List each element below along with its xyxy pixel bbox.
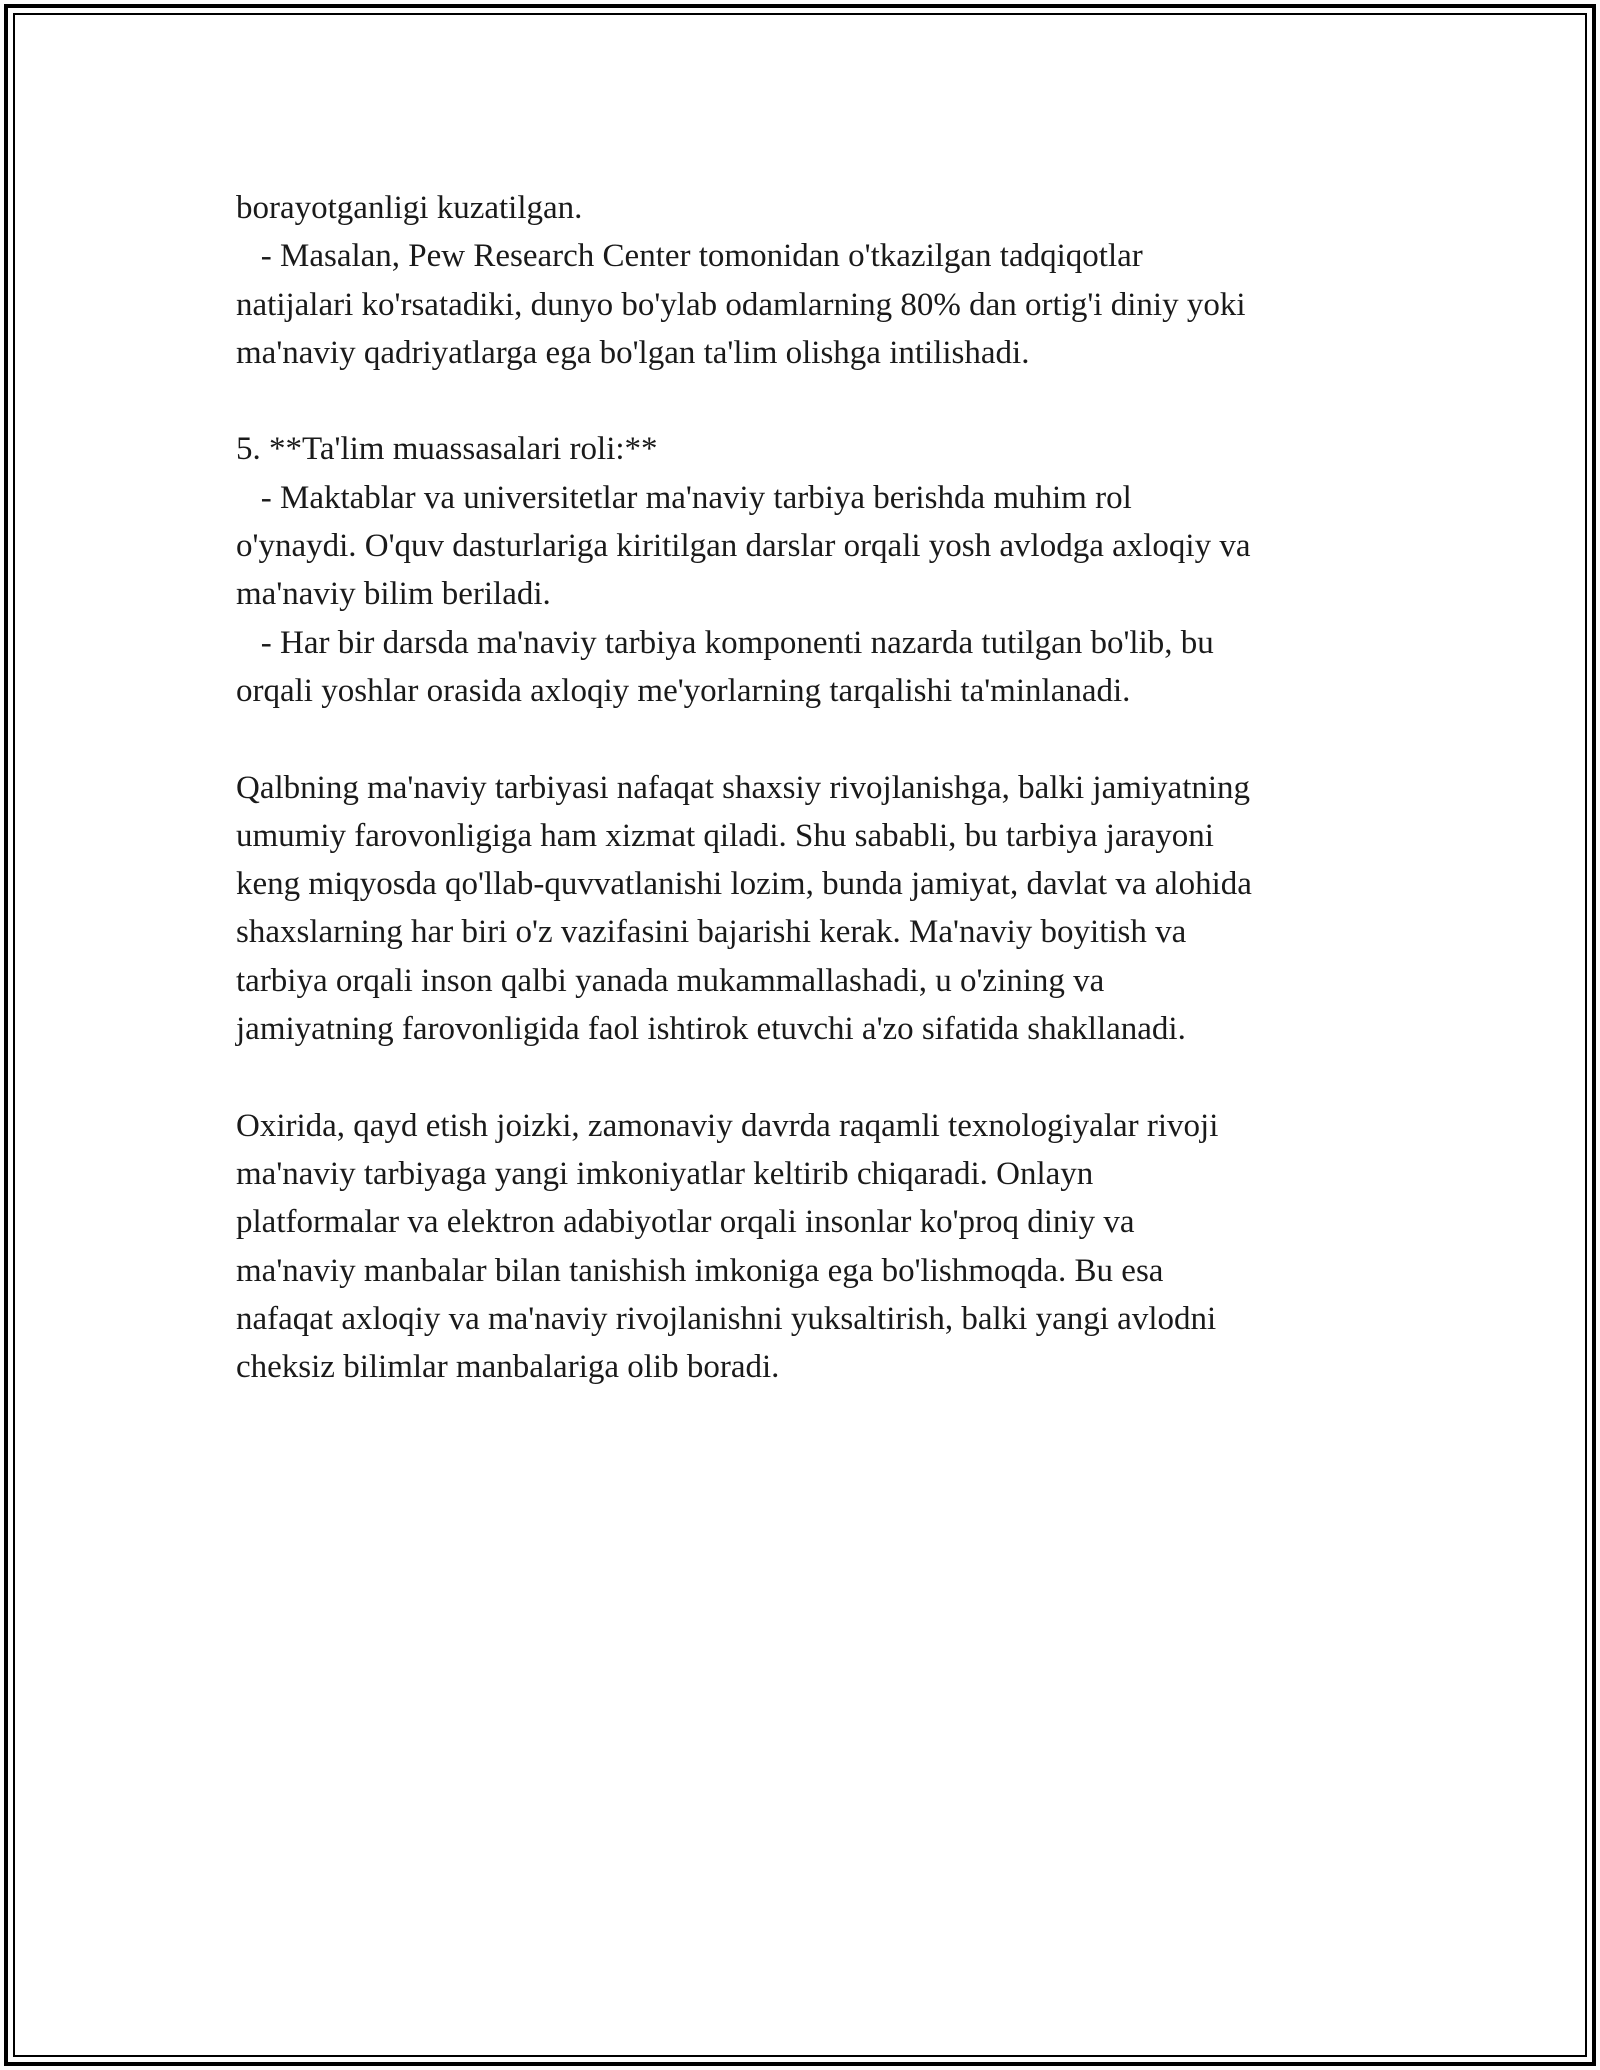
text-line: ma'naviy bilim beriladi. [236,576,551,613]
text-line: nafaqat axloqiy va ma'naviy rivojlanishni yuksaltirish, balki yangi avlodni [236,1300,1217,1337]
text-line: Qalbning ma'naviy tarbiyasi nafaqat shaxsiy rivojlanishga, balki jamiyatning [236,769,1251,806]
text-line: ma'naviy qadriyatlarga ega bo'lgan ta'lim olishga intilishadi. [236,334,1030,371]
text-line: - Har bir darsda ma'naviy tarbiya komponenti nazarda tutilgan bo'lib, bu [236,624,1214,661]
paragraph-spacer [236,377,1376,425]
section-heading: 5. **Ta'lim muassasalari roli:** [236,431,658,468]
text-line: orqali yoshlar orasida axloqiy me'yorlarning tarqalishi ta'minlanadi. [236,672,1131,709]
text-line: - Masalan, Pew Research Center tomonidan o'tkazilgan tadqiqotlar [236,238,1143,275]
text-line: natijalari ko'rsatadiki, dunyo bo'ylab odamlarning 80% dan ortig'i diniy yoki [236,286,1246,323]
paragraph-education-institutions [236,425,1376,715]
paragraph-conclusion [236,1102,1376,1392]
text-line: jamiyatning farovonligida faol ishtirok etuvchi a'zo sifatida shakllanadi. [236,1011,1186,1048]
text-line: cheksiz bilimlar manbalariga olib boradi. [236,1349,780,1386]
document-body [236,184,1376,1391]
text-line: o'ynaydi. O'quv dasturlariga kiritilgan darslar orqali yosh avlodga axloqiy va [236,528,1251,565]
paragraph-spacer [236,1053,1376,1101]
text-line: Oxirida, qayd etish joizki, zamonaviy davrda raqamli texnologiyalar rivoji [236,1107,1219,1144]
text-line: ma'naviy manbalar bilan tanishish imkoniga ega bo'lishmoqda. Bu esa [236,1252,1164,1289]
text-line: ma'naviy tarbiyaga yangi imkoniyatlar keltirib chiqaradi. Onlayn [236,1155,1094,1192]
paragraph-spiritual-upbringing [236,764,1376,1054]
text-line: keng miqyosda qo'llab-quvvatlanishi lozim, bunda jamiyat, davlat va alohida [236,866,1252,903]
text-line: borayotganligi kuzatilgan. [236,190,583,226]
paragraph-spacer [236,715,1376,763]
text-line: tarbiya orqali inson qalbi yanada mukammallashadi, u o'zining va [236,962,1105,999]
text-line: shaxslarning har biri o'z vazifasini bajarishi kerak. Ma'naviy boyitish va [236,914,1187,951]
text-line: umumiy farovonligiga ham xizmat qiladi. Shu sababli, bu tarbiya jarayoni [236,817,1214,854]
paragraph-survey-note [236,184,1376,377]
text-line: platformalar va elektron adabiyotlar orqali insonlar ko'proq diniy va [236,1204,1135,1241]
text-line: - Maktablar va universitetlar ma'naviy tarbiya berishda muhim rol [236,479,1132,516]
